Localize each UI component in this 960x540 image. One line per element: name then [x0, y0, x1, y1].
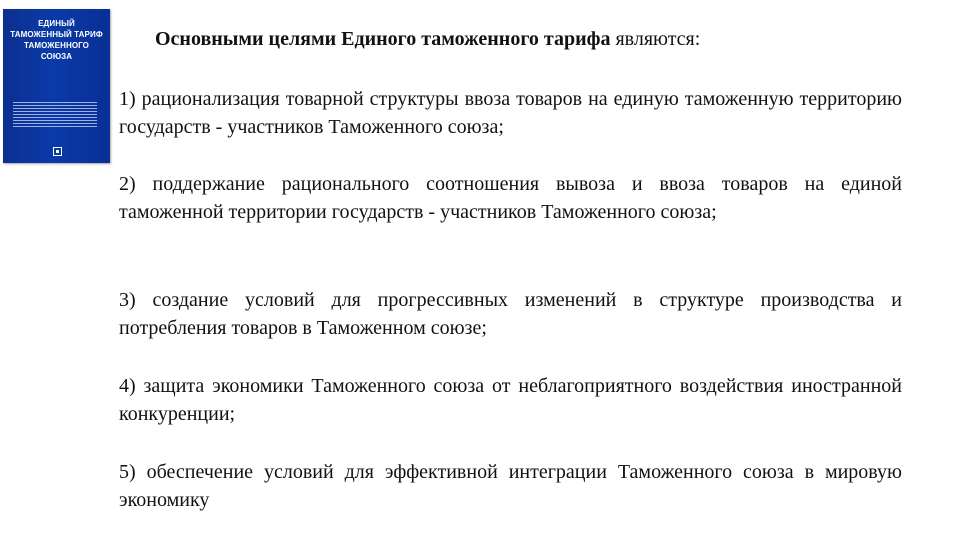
book-cover-fine-print [13, 102, 97, 127]
goal-item-5: 5) обеспечение условий для эффективной интеграции Таможенного союза в мировую экономику [119, 461, 902, 511]
goal-item-3: 3) создание условий для прогрессивных изменений в структуре производства и потребления товаров в Таможенном союзе; [119, 289, 902, 339]
book-cover-title: ЕДИНЫЙ ТАМОЖЕННЫЙ ТАРИФ ТАМОЖЕННОГО СОЮЗА [10, 19, 103, 61]
goal-item-2: 2) поддержание рационального соотношения вывоза и ввоза товаров на единой таможенной территории государств - участников Таможенного союза; [119, 173, 902, 223]
slide-heading-rest: являются: [610, 28, 701, 50]
goal-item-4: 4) защита экономики Таможенного союза от неблагоприятного воздействия иностранной конкуренции; [119, 375, 902, 425]
slide-heading [155, 27, 700, 51]
goal-item-1: 1) рационализация товарной структуры ввоза товаров на единую таможенную территорию государств - участников Таможенного союза; [119, 88, 902, 138]
slide-heading-bold: Основными целями Единого таможенного тарифа [155, 28, 611, 50]
publisher-logo-icon [53, 147, 62, 156]
book-cover-image [3, 9, 110, 163]
